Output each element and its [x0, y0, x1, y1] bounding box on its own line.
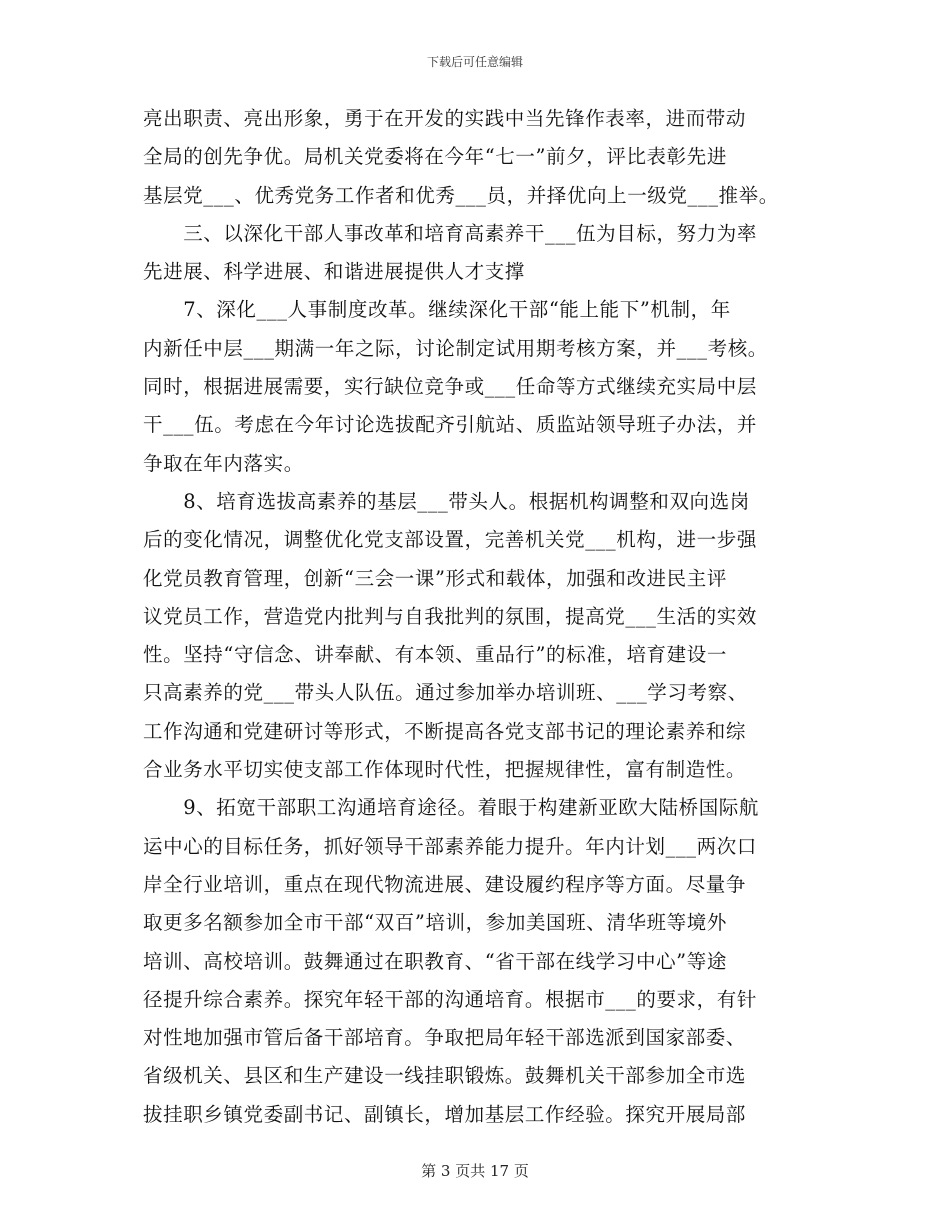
text-line: 对性地加强市管后备干部培育。争取把局年轻干部选派到国家部委、 [143, 1026, 747, 1050]
text-line: 基层党___、优秀党务工作者和优秀___员，并择优向上一级党___推举。 [143, 183, 779, 207]
text-line: 合业务水平切实使支部工作体现时代性，把握规律性，富有制造性。 [143, 758, 747, 782]
text-line: 后的变化情况，调整优化党支部设置，完善机关党___机构，进一步强 [143, 528, 757, 552]
text-line: 9、拓宽干部职工沟通培育途径。着眼于构建新亚欧大陆桥国际航 [143, 796, 760, 820]
text-line: 争取在年内落实。 [143, 451, 304, 475]
page-footer: 第 3 页共 17 页 [421, 1162, 529, 1180]
text-line: 拔挂职乡镇党委副书记、副镇长，增加基层工作经验。探究开展局部 [143, 1102, 747, 1126]
text-line: 岸全行业培训，重点在现代物流进展、建设履约程序等方面。尽量争 [143, 872, 747, 896]
text-line: 化党员教育管理，创新“三会一课”形式和载体，加强和改进民主评 [143, 566, 727, 590]
text-line: 培训、高校培训。鼓舞通过在职教育、“省干部在线学习中心”等途 [143, 949, 727, 973]
text-line: 干___伍。考虑在今年讨论选拔配齐引航站、质监站领导班子办法，并 [143, 413, 757, 437]
text-line: 7、深化___人事制度改革。继续深化干部“能上能下”机制，年 [143, 298, 731, 322]
page-header: 下载后可任意编辑 [426, 55, 523, 69]
text-line: 8、培育选拔高素养的基层___带头人。根据机构调整和双向选岗 [143, 489, 750, 513]
text-line: 省级机关、县区和生产建设一线挂职锻炼。鼓舞机关干部参加全市选 [143, 1064, 747, 1088]
text-line: 同时，根据进展需要，实行缺位竞争或___任命等方式继续充实局中层 [143, 375, 757, 399]
text-line: 性。坚持“守信念、讲奉献、有本领、重品行”的标准，培育建设一 [143, 643, 727, 667]
text-line: 三、以深化干部人事改革和培育高素养干___伍为目标，努力为率 [143, 221, 757, 245]
text-line: 径提升综合素养。探究年轻干部的沟通培育。根据市___的要求，有针 [143, 987, 757, 1011]
text-line: 取更多名额参加全市干部“双百”培训，参加美国班、清华班等境外 [143, 911, 727, 935]
text-line: 工作沟通和党建研讨等形式，不断提高各党支部书记的理论素养和综 [143, 719, 747, 743]
text-line: 运中心的目标任务，抓好领导干部素养能力提升。年内计划___两次口 [143, 834, 757, 858]
text-line: 议党员工作，营造党内批判与自我批判的氛围，提高党___生活的实效 [143, 604, 757, 628]
text-line: 先进展、科学进展、和谐进展提供人才支撑 [143, 260, 525, 284]
text-line: 全局的创先争优。局机关党委将在今年“七一”前夕，评比表彰先进 [143, 145, 727, 169]
text-line: 只高素养的党___带头人队伍。通过参加举办培训班、___学习考察、 [143, 681, 748, 705]
text-line: 内新任中层___期满一年之际，讨论制定试用期考核方案，并___考核。 [143, 336, 768, 360]
document-body [143, 100, 823, 1134]
text-line: 亮出职责、亮出形象，勇于在开发的实践中当先锋作表率，进而带动 [143, 107, 747, 130]
